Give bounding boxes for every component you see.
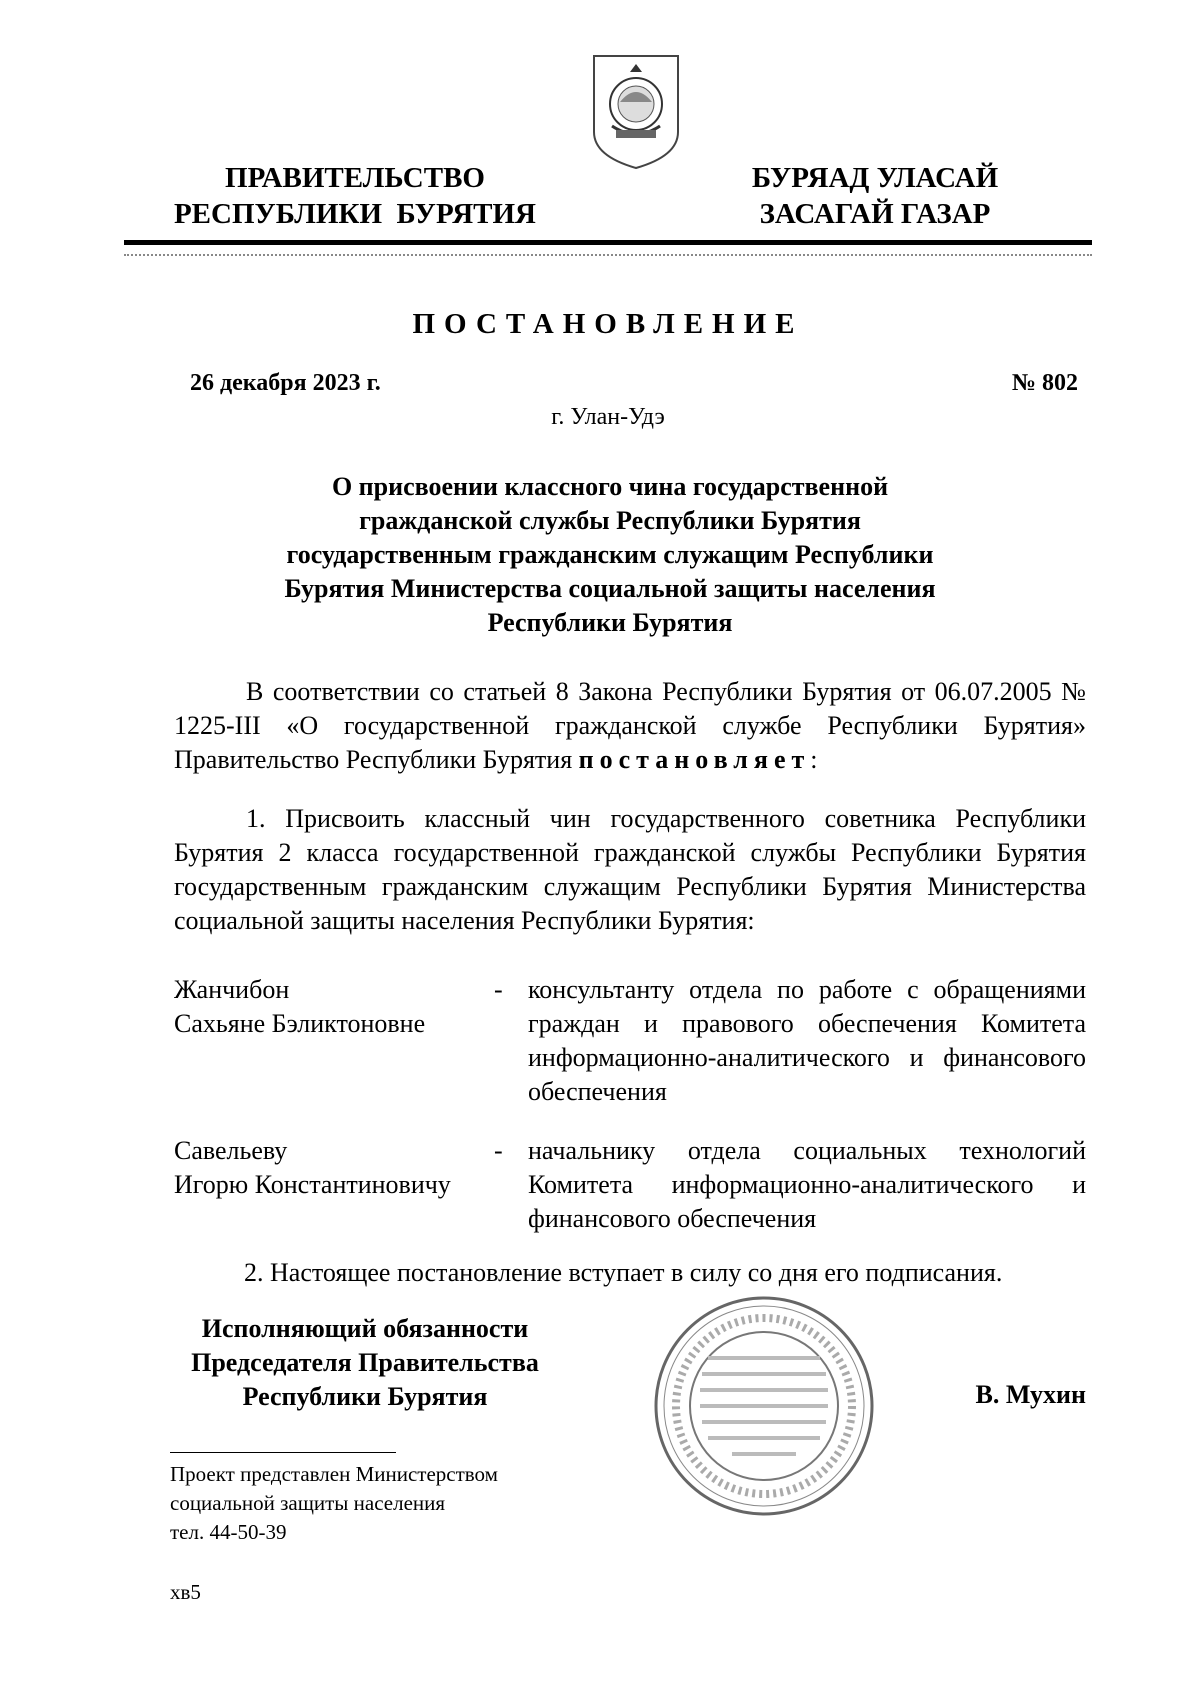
title-line: гражданской службы Республики Бурятия	[359, 506, 861, 535]
person-given-names: Игорю Константиновичу	[174, 1170, 451, 1199]
person-given-names: Сахьяне Бэликтоновне	[174, 1009, 426, 1038]
document-city: г. Улан-Удэ	[551, 404, 665, 430]
person-name	[174, 1134, 504, 1202]
signatory-position-line: Исполняющий обязанности	[201, 1314, 529, 1343]
person-name	[174, 973, 504, 1041]
title-line: Республики Бурятия	[487, 608, 733, 637]
header-left	[150, 160, 560, 232]
footnote-line: социальной защиты населения	[170, 1491, 446, 1515]
document-code: хв5	[170, 1580, 201, 1604]
header-right-line1: БУРЯАД УЛАСАЙ	[751, 162, 999, 194]
footnote	[170, 1460, 590, 1547]
decree-word: постановляет	[578, 745, 811, 774]
document-date: 26 декабря 2023 г.	[190, 370, 381, 396]
person-surname: Савельеву	[174, 1136, 288, 1165]
intro-paragraph	[174, 675, 1086, 777]
header-right	[715, 160, 1035, 232]
title-line: О присвоении классного чина государственной	[331, 472, 889, 501]
item-2-paragraph: 2. Настоящее постановление вступает в силу со дня его подписания.	[244, 1258, 1003, 1287]
signatory-position-line: Председателя Правительства	[191, 1348, 539, 1377]
intro-text: В соответствии со статьей 8 Закона Республики Бурятия от 06.07.2005 № 1225-III «О государственной гражданской службе Республики Бурятия» Правительство Республики Бурятия	[174, 677, 1086, 774]
coat-of-arms-icon	[590, 52, 682, 172]
intro-end: :	[810, 745, 818, 774]
signatory-position-line: Республики Бурятия	[242, 1382, 488, 1411]
header-left-line2: РЕСПУБЛИКИ БУРЯТИЯ	[173, 198, 537, 230]
header-left-line1: ПРАВИТЕЛЬСТВО	[225, 162, 485, 194]
title-line: Бурятия Министерства социальной защиты населения	[284, 574, 936, 603]
item-1-paragraph: 1. Присвоить классный чин государственного советника Республики Бурятия 2 класса государственной гражданской службы Республики Бурятия государственным гражданским служащим Республики Бурятия Министерства социальной защиты населения Республики Бурятия:	[174, 804, 1086, 935]
footnote-line: тел. 44-50-39	[170, 1520, 287, 1544]
person-dash: -	[494, 975, 503, 1004]
document-title	[170, 470, 1050, 640]
title-line: государственным гражданским служащим Республики	[286, 540, 934, 569]
person-position: начальнику отдела социальных технологий Комитета информационно-аналитического и финансового обеспечения	[528, 1136, 1086, 1233]
document-type: ПОСТАНОВЛЕНИЕ	[412, 308, 804, 340]
person-surname: Жанчибон	[174, 975, 290, 1004]
signatory-name: В. Мухин	[975, 1380, 1086, 1409]
signatory-position	[170, 1312, 560, 1414]
header-rule	[124, 240, 1092, 245]
document-number: № 802	[1011, 370, 1078, 396]
footnote-line: Проект представлен Министерством	[170, 1462, 498, 1486]
official-seal-icon	[652, 1294, 876, 1518]
person-position: консультанту отдела по работе с обращениями граждан и правового обеспечения Комитета информационно-аналитического и финансового обеспечения	[528, 975, 1086, 1106]
person-dash: -	[494, 1136, 503, 1165]
header-right-line2: ЗАСАГАЙ ГАЗАР	[759, 198, 991, 230]
footnote-rule	[170, 1452, 396, 1453]
header-dotted-rule	[124, 254, 1092, 256]
